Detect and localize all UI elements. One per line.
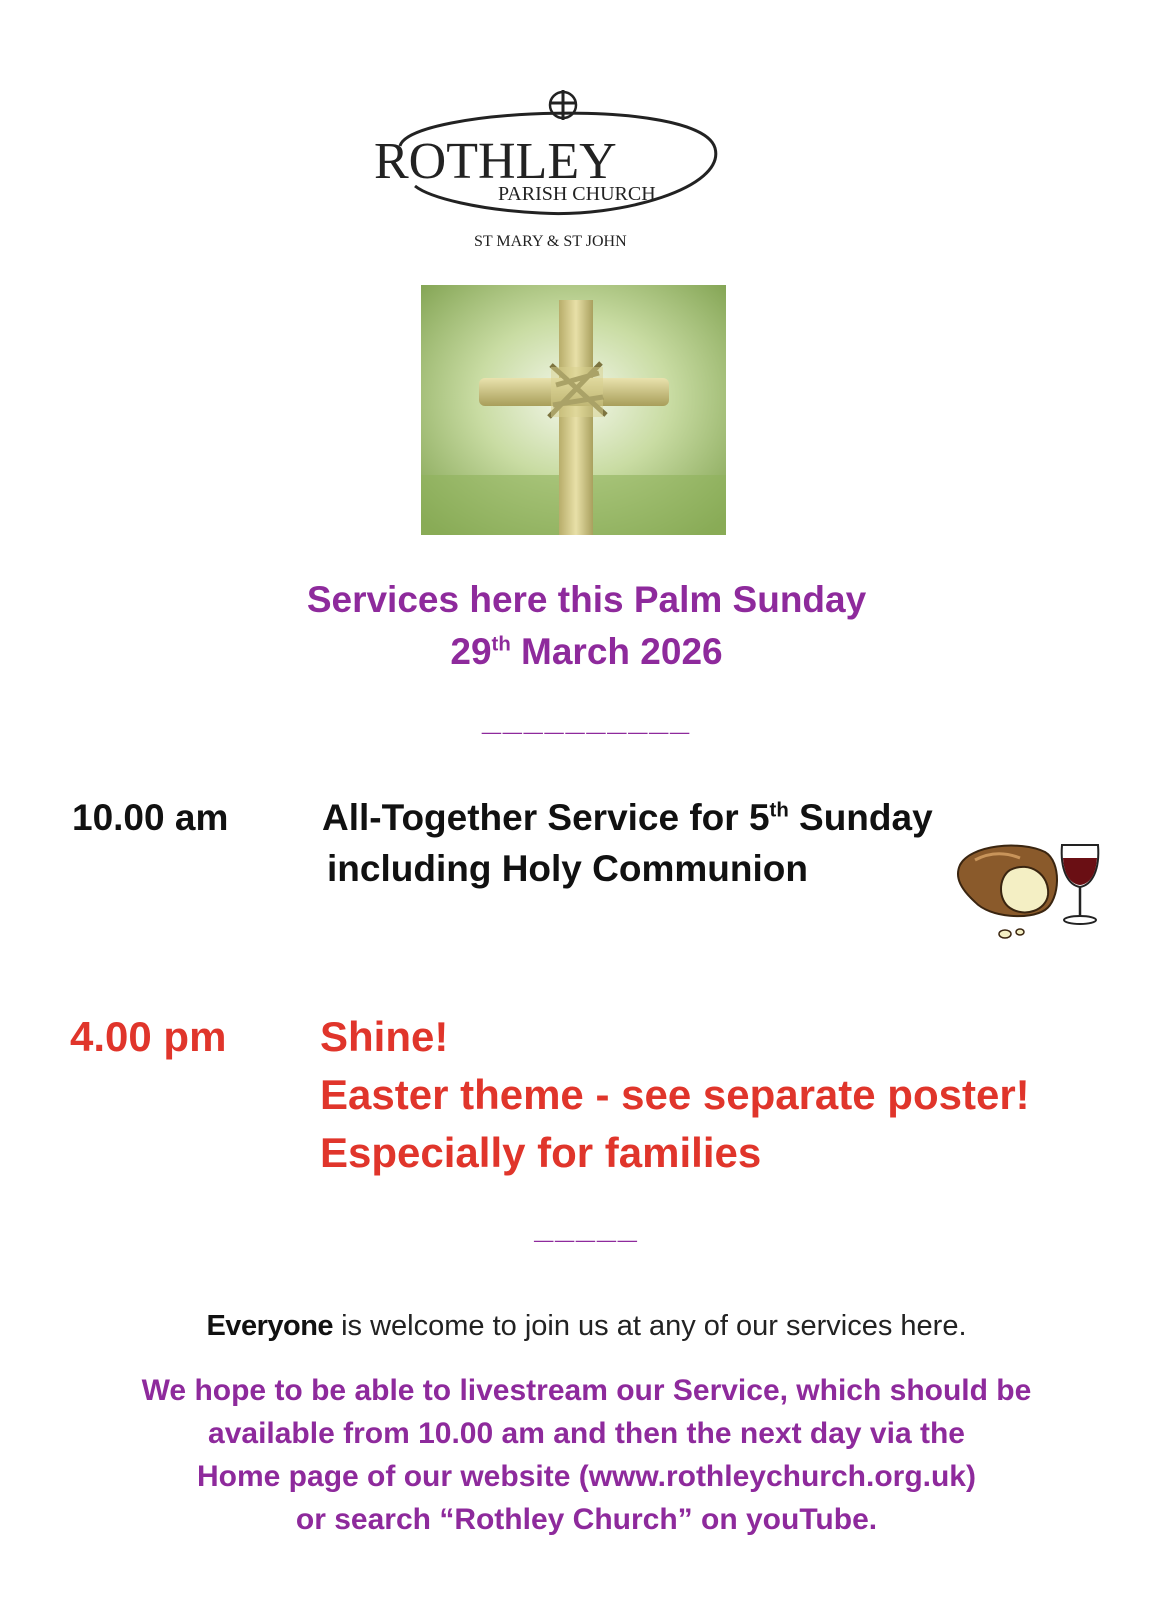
service-audience: Especially for families bbox=[320, 1129, 762, 1176]
heading-date: 29th March 2026 bbox=[450, 631, 723, 672]
logo-tagline: ST MARY & ST JOHN bbox=[474, 233, 627, 250]
logo-name: ROTHLEY bbox=[374, 133, 617, 190]
logo-subtitle: PARISH CHURCH bbox=[498, 183, 656, 205]
livestream-line: or search “Rothley Church” on youTube. bbox=[295, 1503, 878, 1536]
cross-in-circle-icon bbox=[550, 90, 576, 120]
palm-cross-photo bbox=[421, 285, 726, 535]
church-logo bbox=[370, 88, 740, 263]
heading-title: Services here this Palm Sunday bbox=[306, 579, 867, 620]
welcome-text: Everyone is welcome to join us at any of our services here. bbox=[206, 1310, 967, 1342]
divider: _____ bbox=[534, 1208, 639, 1246]
livestream-line: available from 10.00 am and then the next day via the bbox=[208, 1417, 965, 1450]
service-time: 10.00 am bbox=[72, 797, 229, 838]
service-time: 4.00 pm bbox=[70, 1013, 227, 1060]
website-link-line: Home page of our website (www.rothleychurch.org.uk) bbox=[197, 1460, 976, 1493]
service-subtitle: including Holy Communion bbox=[327, 848, 808, 889]
bread-and-wine-icon bbox=[950, 840, 1120, 955]
service-title: All-Together Service for 5th Sunday bbox=[322, 797, 933, 838]
livestream-line: We hope to be able to livestream our Service, which should be bbox=[141, 1374, 1032, 1407]
service-description: Easter theme - see separate poster! bbox=[320, 1071, 1030, 1118]
divider: __________ bbox=[481, 700, 692, 738]
service-title: Shine! bbox=[320, 1013, 449, 1060]
